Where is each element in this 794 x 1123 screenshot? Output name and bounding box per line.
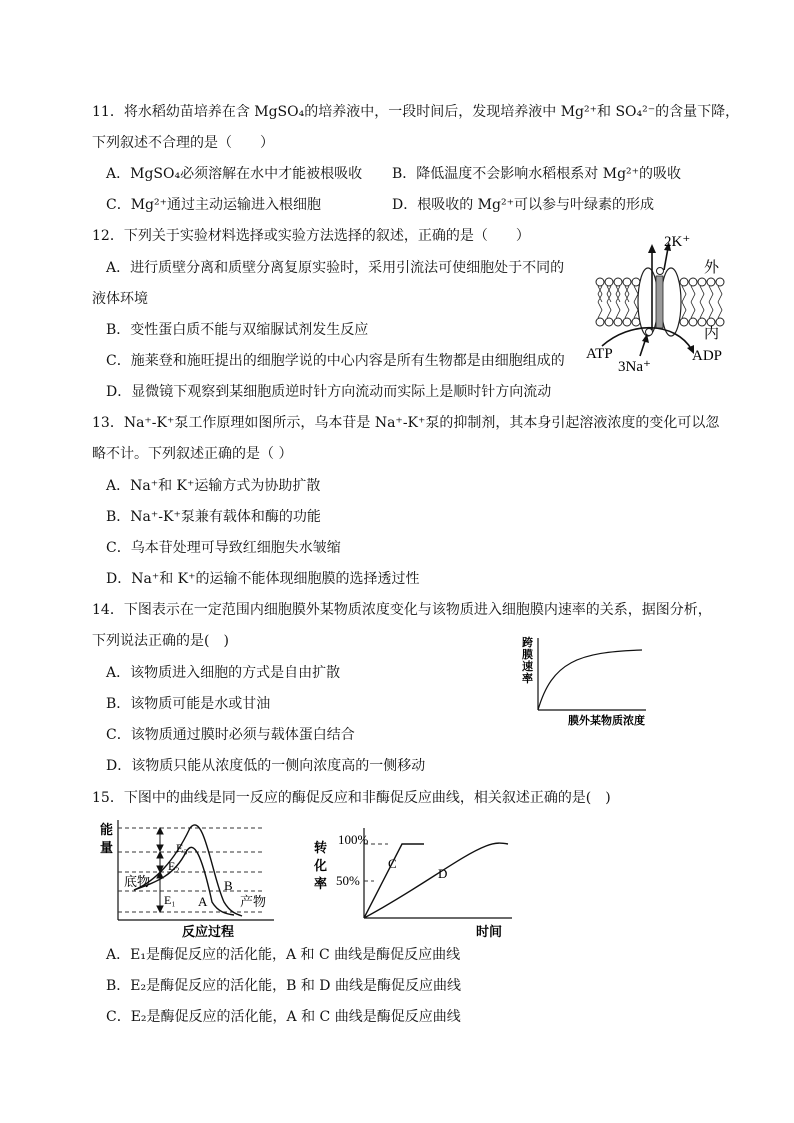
q13-option-b: B．Na⁺-K⁺泵兼有载体和酶的功能 xyxy=(106,509,321,525)
q14-stem-line2: 下列说法正确的是( ) xyxy=(92,633,229,649)
y-label-char-3: 速 xyxy=(522,661,533,673)
q11-option-d: D．根吸收的 Mg²⁺可以参与叶绿素的形成 xyxy=(392,197,654,213)
q11-stem-line1: 11．将水稻幼苗培养在含 MgSO₄的培养液中，一段时间后，发现培养液中 Mg²⁺和 SO₄²⁻的含量下降， xyxy=(92,104,740,120)
pump-channel xyxy=(656,276,663,328)
y-label-char-1: 跨 xyxy=(522,637,533,649)
curve-d xyxy=(364,843,508,918)
e1-label: E₁ xyxy=(164,893,176,907)
sodium-potassium-pump-diagram xyxy=(580,226,740,376)
q15-stem: 15．下图中的曲线是同一反应的酶促反应和非酶促反应曲线，相关叙述正确的是( ) xyxy=(92,790,611,806)
q15-option-c: C．E₂是酶促反应的活化能，A 和 C 曲线是酶促反应曲线 xyxy=(106,1009,461,1025)
q14-option-c: C．该物质通过膜时必须与载体蛋白结合 xyxy=(106,727,355,743)
product-label: 产物 xyxy=(240,894,267,909)
tick-50-label: 50% xyxy=(336,873,360,888)
q11-option-a: A．MgSO₄必须溶解在水中才能被根吸收 xyxy=(106,166,363,182)
q15-option-b: B．E₂是酶促反应的活化能，B 和 D 曲线是酶促反应曲线 xyxy=(106,978,461,994)
q14-option-d: D．该物质只能从浓度低的一侧向浓度高的一侧移动 xyxy=(106,758,426,774)
k-ion xyxy=(657,268,664,275)
k-label: 2K⁺ xyxy=(664,234,691,250)
curve-a-label: A xyxy=(198,894,208,909)
substrate-label: 底物 xyxy=(124,874,151,889)
q11-stem-line2: 下列叙述不合理的是（ ） xyxy=(92,135,274,151)
activation-energy-graph xyxy=(94,816,280,940)
y-label-char-2: 量 xyxy=(100,840,114,855)
curve-b-label: B xyxy=(224,878,233,893)
q13-option-a: A．Na⁺和 K⁺运输方式为协助扩散 xyxy=(106,478,321,494)
x-axis-label: 时间 xyxy=(476,924,503,939)
adp-label: ADP xyxy=(692,348,723,364)
q11-option-b: B．降低温度不会影响水稻根系对 Mg²⁺的吸收 xyxy=(392,166,682,182)
y-label-char-1: 转 xyxy=(314,840,328,855)
q12-stem: 12．下列关于实验材料选择或实验方法选择的叙述，正确的是（ ） xyxy=(92,228,530,244)
y-label-char-2: 膜 xyxy=(522,649,533,661)
q13-stem-line1: 13．Na⁺-K⁺泵工作原理如图所示，乌本苷是 Na⁺-K⁺泵的抑制剂，其本身引起溶液浓度的变化可以忽 xyxy=(92,415,720,431)
x-axis-label: 反应过程 xyxy=(182,924,235,939)
q12-option-a-line2: 液体环境 xyxy=(92,291,148,307)
q12-option-d: D．显微镜下观察到某细胞质逆时针方向流动而实际上是顺时针方向流动 xyxy=(106,384,552,400)
curve-b xyxy=(134,825,242,916)
na-label: 3Na⁺ xyxy=(618,359,651,375)
q14-stem-line1: 14．下图表示在一定范围内细胞膜外某物质浓度变化与该物质进入细胞膜内速率的关系，据图分析， xyxy=(92,602,712,618)
rate-curve xyxy=(538,650,642,710)
y-label-char-2: 化 xyxy=(314,858,328,873)
k-exit-arrow xyxy=(664,248,668,270)
q12-option-c: C．施莱登和施旺提出的细胞学说的中心内容是所有生物都是由细胞组成的 xyxy=(106,353,565,369)
q13-option-d: D．Na⁺和 K⁺的运输不能体现细胞膜的选择透过性 xyxy=(106,571,420,587)
q14-option-a: A．该物质进入细胞的方式是自由扩散 xyxy=(106,665,341,681)
x-axis-label: 膜外某物质浓度 xyxy=(568,715,645,727)
e3-label: E₃ xyxy=(176,841,188,855)
e2-label: E₂ xyxy=(168,859,180,873)
y-label-char-1: 能 xyxy=(100,822,114,837)
curve-c-label: C xyxy=(388,856,397,871)
inside-label: 内 xyxy=(704,326,720,342)
curve-d-label: D xyxy=(438,866,448,881)
y-label-char-4: 率 xyxy=(522,673,533,685)
q11-option-c: C．Mg²⁺通过主动运输进入根细胞 xyxy=(106,197,322,213)
q13-option-c: C．乌本苷处理可导致红细胞失水皱缩 xyxy=(106,540,341,556)
q13-stem-line2: 略不计。下列叙述正确的是（ ） xyxy=(92,446,293,462)
q15-option-a: A．E₁是酶促反应的活化能，A 和 C 曲线是酶促反应曲线 xyxy=(106,947,461,963)
q12-option-b: B．变性蛋白质不能与双缩脲试剂发生反应 xyxy=(106,322,369,338)
q14-option-b: B．该物质可能是水或甘油 xyxy=(106,696,271,712)
tick-100-label: 100% xyxy=(338,832,369,847)
y-label-char-3: 率 xyxy=(314,876,328,891)
conversion-rate-graph xyxy=(310,822,520,940)
outside-label: 外 xyxy=(704,260,720,276)
atp-label: ATP xyxy=(586,346,613,362)
transport-rate-graph xyxy=(516,632,666,728)
q12-option-a-line1: A．进行质壁分离和质壁分离复原实验时，采用引流法可使细胞处于不同的 xyxy=(106,260,565,276)
